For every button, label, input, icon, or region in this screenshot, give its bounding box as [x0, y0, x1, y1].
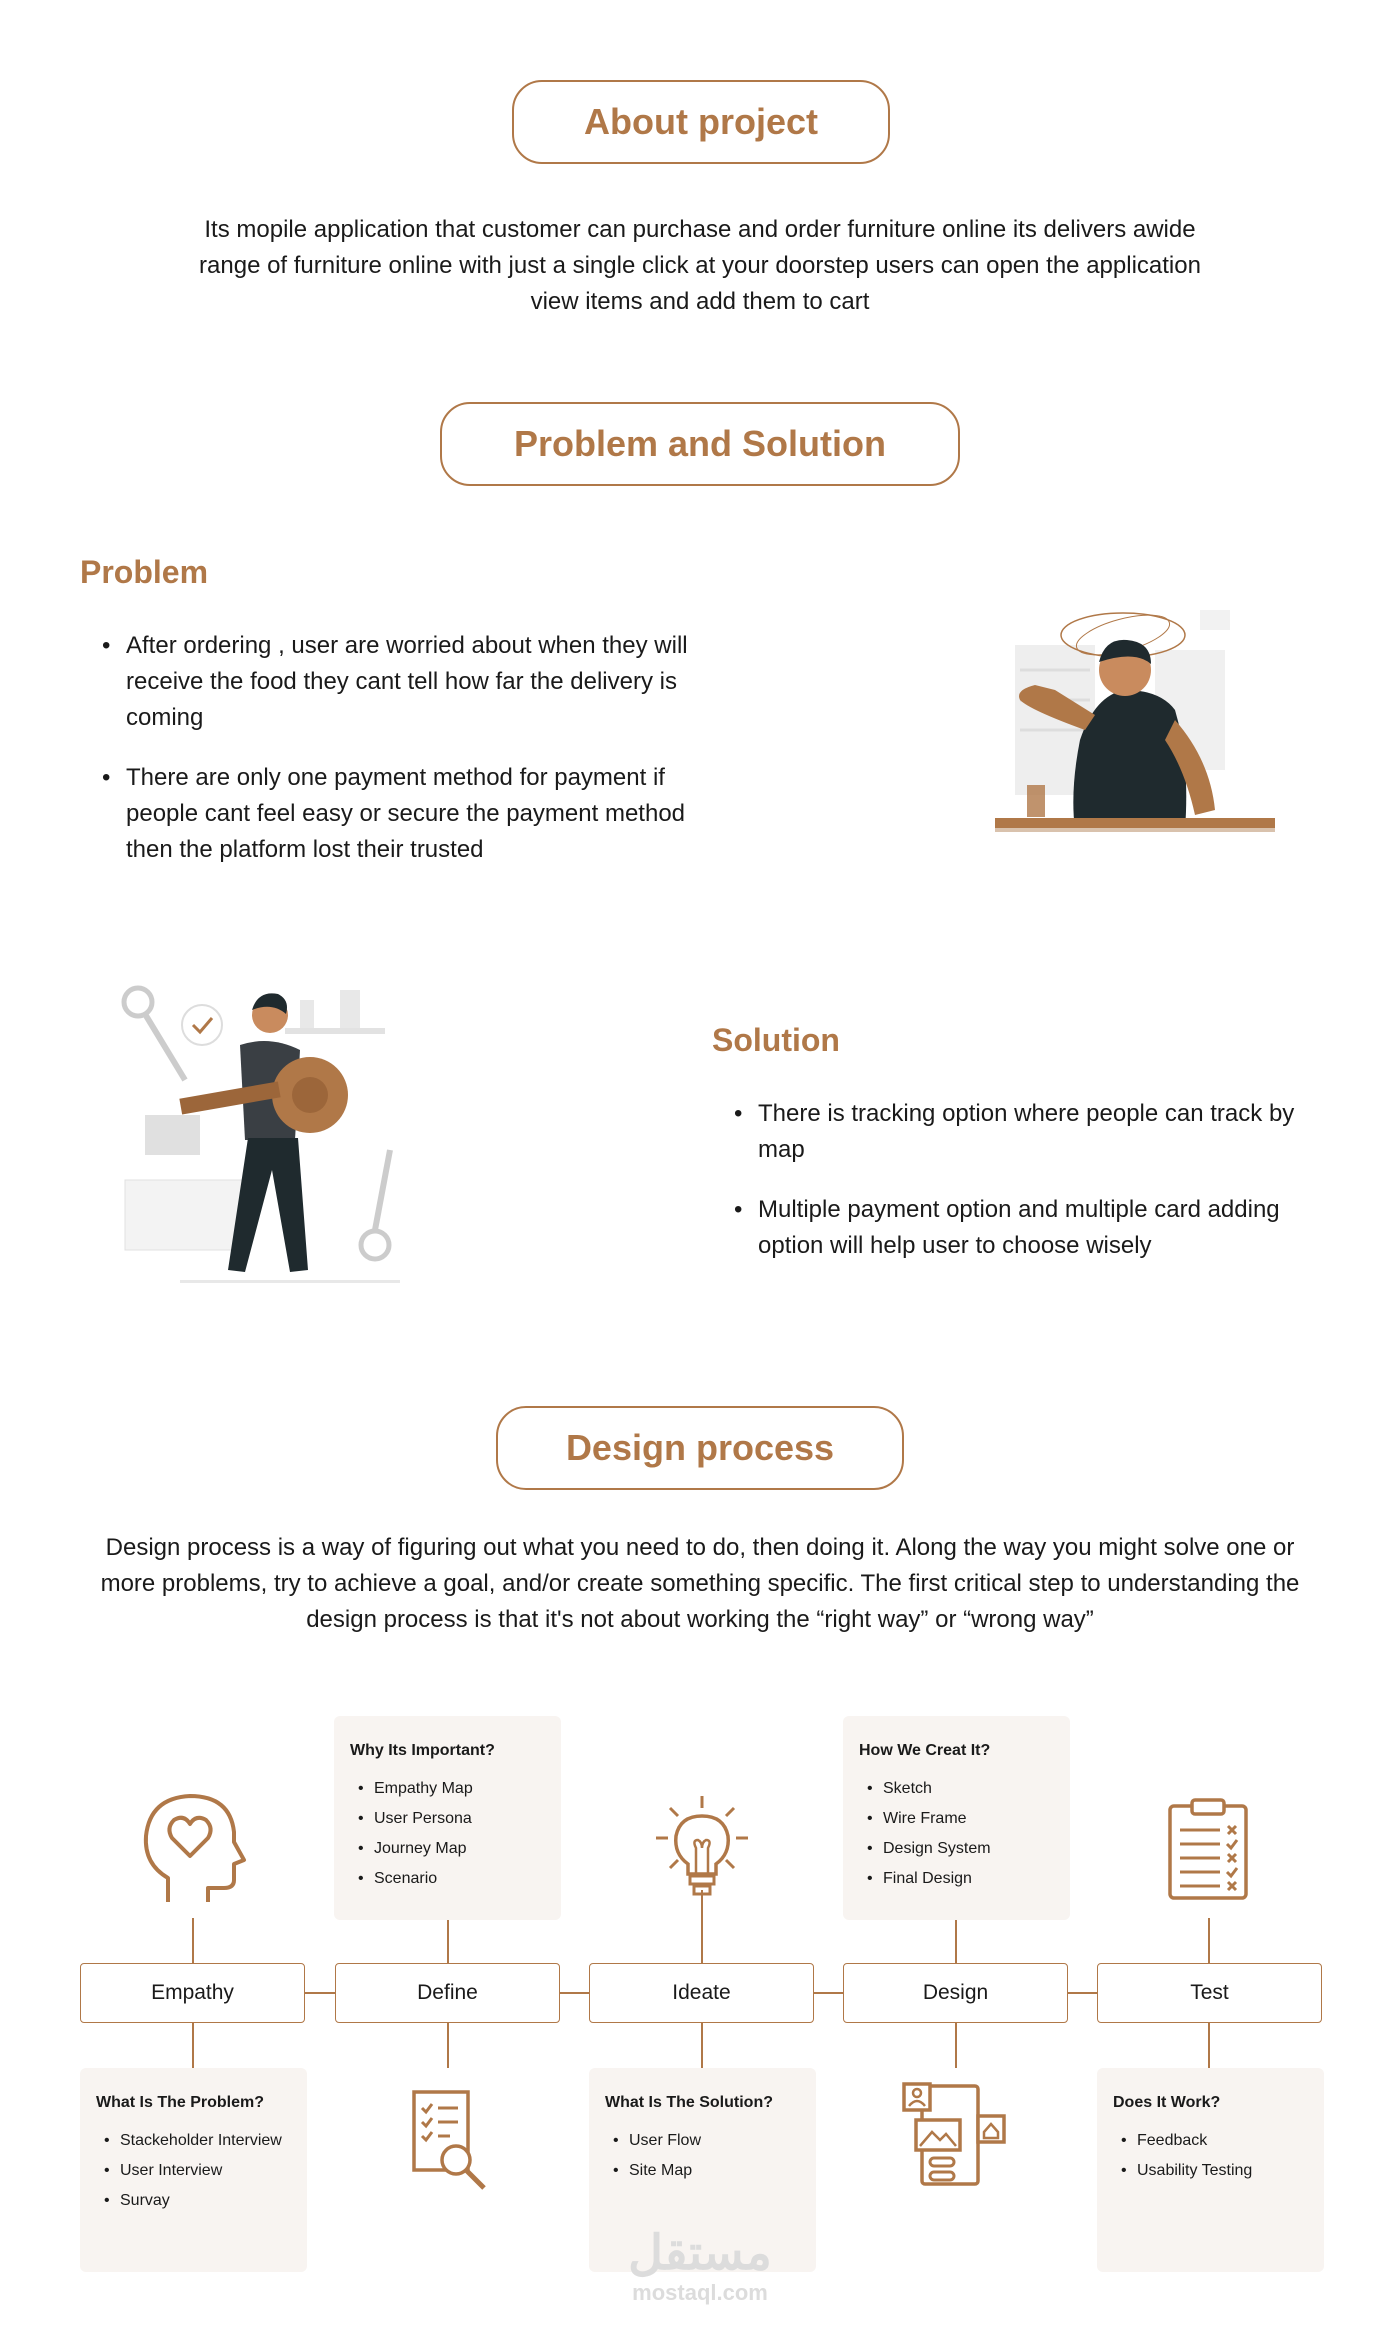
- problem-item: • There are only one payment method for payment if people cant feel easy or secure the payment method then the platform lost their trusted: [90, 760, 690, 868]
- card-list: [96, 2126, 291, 2216]
- connector: [560, 1992, 590, 1994]
- connector: [701, 2023, 703, 2068]
- problem-heading: Problem: [80, 554, 209, 590]
- watermark-latin: mostaql.com: [632, 2280, 768, 2305]
- solution-heading: Solution: [712, 1022, 840, 1058]
- connector: [1208, 1918, 1210, 1963]
- card-title: Why Its Important?: [350, 1742, 495, 1759]
- card-item: • Feedback: [1113, 2126, 1308, 2156]
- card-item: • Final Design: [859, 1864, 1054, 1894]
- design-process-title: Design process: [496, 1406, 904, 1490]
- connector: [955, 2023, 957, 2068]
- card-item: • Site Map: [605, 2156, 800, 2186]
- stage-test: Test: [1097, 1963, 1322, 2023]
- card-item: • Design System: [859, 1834, 1054, 1864]
- watermark-arabic: مستقل: [628, 2227, 772, 2280]
- man-with-key-illustration: [100, 980, 430, 1300]
- connector: [814, 1992, 844, 1994]
- card-item: • User Interview: [96, 2156, 291, 2186]
- problem-item: • After ordering , user are worried about when they will receive the food they cant tell how far the delivery is coming: [90, 628, 690, 736]
- stage-ideate: Ideate: [589, 1963, 814, 2023]
- lightbulb-icon: [652, 1792, 752, 1904]
- card-item: • Usability Testing: [1113, 2156, 1308, 2186]
- stage-empathy: Empathy: [80, 1963, 305, 2023]
- card-list: [859, 1774, 1054, 1894]
- card-list: [350, 1774, 545, 1894]
- connector: [447, 2023, 449, 2068]
- card-item: • Journey Map: [350, 1834, 545, 1864]
- card-title: What Is The Solution?: [605, 2094, 773, 2111]
- clipboard-test-icon: [1166, 1796, 1250, 1902]
- card-title: What Is The Problem?: [96, 2094, 265, 2111]
- about-title: About project: [512, 80, 890, 164]
- watermark: [615, 2228, 785, 2306]
- connector: [192, 2023, 194, 2068]
- connector: [1208, 2023, 1210, 2068]
- confused-man-illustration: [975, 590, 1305, 860]
- solution-item: • There is tracking option where people can track by map: [722, 1096, 1322, 1168]
- card-list: [605, 2126, 800, 2186]
- connector: [192, 1918, 194, 1963]
- connector: [305, 1992, 335, 1994]
- connector: [1068, 1992, 1098, 1994]
- solution-list: [722, 1096, 1322, 1288]
- card-item: • Scenario: [350, 1864, 545, 1894]
- card-empathy: [80, 2068, 307, 2272]
- problem-list: [90, 628, 690, 892]
- design-process-text: Design process is a way of figuring out what you need to do, then doing it. Along the way you might solve one or more problems, try to achieve a goal, and/or create something specific. The first critical step to understanding the design process is that it's not about working the “right way” or “wrong way”: [100, 1534, 1300, 1633]
- connector: [955, 1918, 957, 1963]
- card-item: • Empathy Map: [350, 1774, 545, 1804]
- card-design: [843, 1716, 1070, 1920]
- wireframe-layout-icon: [900, 2080, 1010, 2190]
- card-item: • Stackeholder Interview: [96, 2126, 291, 2156]
- card-item: • User Flow: [605, 2126, 800, 2156]
- head-heart-icon: [138, 1790, 248, 1908]
- card-list: [1113, 2126, 1308, 2186]
- card-title: Does It Work?: [1113, 2094, 1221, 2111]
- card-item: • Wire Frame: [859, 1804, 1054, 1834]
- card-item: • User Persona: [350, 1804, 545, 1834]
- about-text: Its mopile application that customer can purchase and order furniture online its delivers awide range of furniture online with just a single click at your doorstep users can open the application view items and add them to cart: [199, 216, 1201, 315]
- stage-design: Design: [843, 1963, 1068, 2023]
- card-test: [1097, 2068, 1324, 2272]
- stage-define: Define: [335, 1963, 560, 2023]
- card-title: How We Creat It?: [859, 1742, 991, 1759]
- connector: [447, 1918, 449, 1963]
- card-item: • Survay: [96, 2186, 291, 2216]
- checklist-search-icon: [410, 2088, 490, 2193]
- solution-item: • Multiple payment option and multiple card adding option will help user to choose wisely: [722, 1192, 1322, 1264]
- problem-solution-title: Problem and Solution: [440, 402, 960, 486]
- card-define: [334, 1716, 561, 1920]
- card-item: • Sketch: [859, 1774, 1054, 1804]
